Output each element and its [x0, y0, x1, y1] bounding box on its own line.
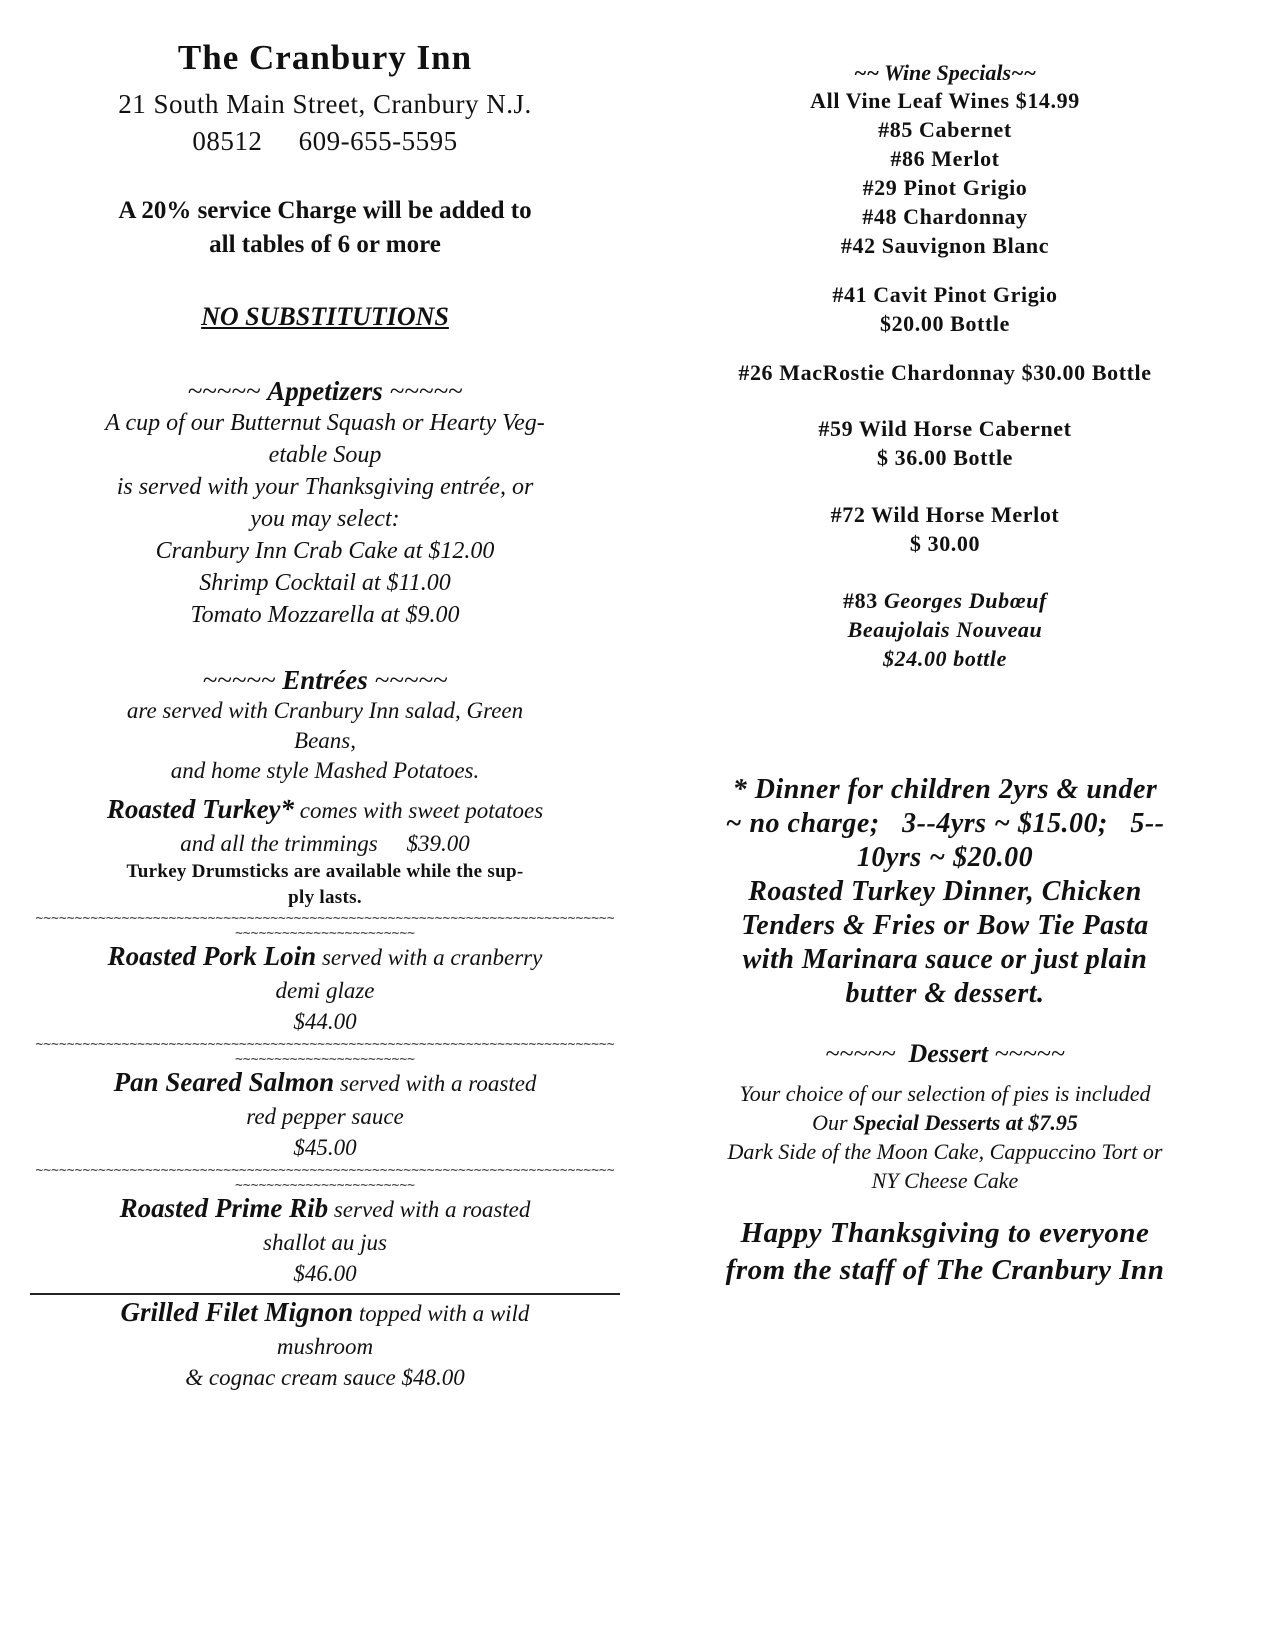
- wine-georges-duboeuf: [665, 586, 1225, 673]
- wine-item: All Vine Leaf Wines $14.99: [810, 88, 1080, 113]
- dish-description: topped with a wild: [353, 1301, 530, 1326]
- children-line: * Dinner for children 2yrs & under: [732, 774, 1158, 805]
- wine-macrostie: #26 MacRostie Chardonnay $30.00 Bottle: [738, 360, 1152, 385]
- children-line: with Marinara sauce or just plain: [742, 944, 1148, 975]
- appetizers-line: etable Soup: [268, 442, 382, 468]
- dish-description: demi glaze: [275, 978, 375, 1003]
- wine-specials-heading: ~~ Wine Specials~~: [853, 60, 1037, 85]
- entrees-intro-line: Beans,: [294, 728, 356, 753]
- wine-cavit: [665, 280, 1225, 338]
- dish-description: served with a roasted: [334, 1071, 537, 1096]
- wine-item: #86 Merlot: [890, 146, 1000, 171]
- entrees-heading: ~~~~~ Entrées ~~~~~: [202, 665, 448, 695]
- restaurant-name: The Cranbury Inn: [177, 38, 473, 77]
- wine-item: #29 Pinot Grigio: [862, 175, 1028, 200]
- separator: ~~~~~~~~~~~~~~~~~~~~~~~~~~~~~~~~~~~~~~~~~~~~~~~~~~~~~~~~~~~~~~~~~~~~~~~~~~: [35, 1163, 615, 1178]
- wine-item: #85 Cabernet: [878, 117, 1012, 142]
- entrees-intro-line: are served with Cranbury Inn salad, Green: [126, 698, 524, 723]
- wine-item: #48 Chardonnay: [862, 204, 1028, 229]
- children-line: butter & dessert.: [845, 978, 1045, 1009]
- dish-description: comes with sweet potatoes: [294, 798, 544, 823]
- separator: ~~~~~~~~~~~~~~~~~~~~~~~: [234, 1178, 415, 1193]
- closing-line: from the staff of The Cranbury Inn: [725, 1254, 1165, 1286]
- dish-price: & cognac cream sauce $48.00: [185, 1365, 465, 1390]
- separator: ~~~~~~~~~~~~~~~~~~~~~~~~~~~~~~~~~~~~~~~~~~~~~~~~~~~~~~~~~~~~~~~~~~~~~~~~~~: [35, 911, 615, 926]
- entrees-intro-line: and home style Mashed Potatoes.: [170, 758, 480, 783]
- children-line: Tenders & Fries or Bow Tie Pasta: [741, 910, 1149, 941]
- closing-line: Happy Thanksgiving to everyone: [740, 1217, 1150, 1249]
- appetizers-line: A cup of our Butternut Squash or Hearty Veg-: [105, 410, 545, 436]
- wine-wild-horse-merlot: [665, 500, 1225, 558]
- dish-name: Pan Seared Salmon: [113, 1067, 335, 1097]
- dessert-line: Your choice of our selection of pies is included: [739, 1081, 1151, 1106]
- service-charge-notice: [30, 194, 620, 262]
- children-line: Roasted Turkey Dinner, Chicken: [748, 876, 1142, 907]
- wine-wild-horse-cabernet: [665, 414, 1225, 472]
- dish-price: $44.00: [293, 1009, 357, 1034]
- dessert-line: NY Cheese Cake: [871, 1168, 1019, 1193]
- dish-description: served with a cranberry: [316, 945, 543, 970]
- entree-roasted-turkey: [30, 794, 620, 911]
- service-charge-line-1: A 20% service Charge will be added to: [118, 197, 532, 224]
- dish-description: shallot au jus: [263, 1230, 387, 1255]
- dish-price: and all the trimmings $39.00: [180, 831, 470, 856]
- appetizers-section: [30, 376, 620, 631]
- dessert-heading: ~~~~~ Dessert ~~~~~: [825, 1039, 1065, 1068]
- dessert-special: Our Special Desserts at $7.95: [812, 1110, 1078, 1135]
- wine-price: $ 36.00 Bottle: [876, 445, 1014, 470]
- left-column: [30, 38, 620, 1393]
- address-line-2: 08512 609-655-5595: [192, 126, 458, 156]
- dish-description: red pepper sauce: [246, 1104, 404, 1129]
- wine-price: $ 30.00: [909, 531, 981, 556]
- address-line-1: 21 South Main Street, Cranbury N.J.: [118, 89, 532, 119]
- closing-message: [665, 1215, 1225, 1289]
- entree-prime-rib: [30, 1193, 620, 1289]
- turkey-drumstick-note: Turkey Drumsticks are available while the sup-: [126, 861, 524, 882]
- appetizers-line: you may select:: [250, 506, 400, 532]
- right-column: [665, 60, 1225, 1289]
- children-line: ~ no charge; 3--4yrs ~ $15.00; 5--: [725, 808, 1165, 839]
- wine-item: #59 Wild Horse Cabernet: [818, 416, 1072, 441]
- separator: ~~~~~~~~~~~~~~~~~~~~~~~: [234, 1052, 415, 1067]
- dish-name: Roasted Prime Rib: [119, 1193, 329, 1223]
- entrees-section: [30, 665, 620, 1393]
- children-line: 10yrs ~ $20.00: [856, 842, 1034, 873]
- wine-item: #72 Wild Horse Merlot: [830, 502, 1060, 527]
- service-charge-line-2: all tables of 6 or more: [209, 231, 441, 258]
- appetizer-tomato-mozzarella: Tomato Mozzarella at $9.00: [190, 602, 460, 628]
- wine-item: #41 Cavit Pinot Grigio: [832, 282, 1058, 307]
- dish-price: $45.00: [293, 1135, 357, 1160]
- wine-item: #83 Georges Dubœuf: [843, 588, 1047, 613]
- entree-filet-mignon: [30, 1297, 620, 1393]
- appetizer-crab-cake: Cranbury Inn Crab Cake at $12.00: [155, 538, 495, 564]
- appetizers-heading: ~~~~~ Appetizers ~~~~~: [187, 376, 463, 406]
- dessert-line: Dark Side of the Moon Cake, Cappuccino Tort or: [727, 1139, 1163, 1164]
- turkey-drumstick-note: ply lasts.: [288, 887, 362, 908]
- wine-item: Beaujolais Nouveau: [847, 617, 1043, 642]
- separator: ~~~~~~~~~~~~~~~~~~~~~~~~~~~~~~~~~~~~~~~~~~~~~~~~~~~~~~~~~~~~~~~~~~~~~~~~~~: [35, 1037, 615, 1052]
- dish-price: $46.00: [293, 1261, 357, 1286]
- wine-price: $24.00 bottle: [883, 646, 1007, 671]
- no-substitutions: NO SUBSTITUTIONS: [201, 302, 449, 331]
- appetizer-shrimp-cocktail: Shrimp Cocktail at $11.00: [199, 570, 451, 596]
- children-dinner-notice: [665, 773, 1225, 1011]
- dish-name: Roasted Pork Loin: [107, 941, 317, 971]
- appetizers-line: is served with your Thanksgiving entrée, or: [116, 474, 534, 500]
- separator-line: [30, 1293, 620, 1295]
- separator: ~~~~~~~~~~~~~~~~~~~~~~~: [234, 926, 415, 941]
- dish-name: Grilled Filet Mignon: [120, 1297, 354, 1327]
- wine-item: #42 Sauvignon Blanc: [840, 233, 1050, 258]
- dish-name: Roasted Turkey*: [106, 794, 295, 824]
- dish-description: served with a roasted: [328, 1197, 531, 1222]
- dessert-section: [665, 1039, 1225, 1195]
- wine-specials: [665, 60, 1225, 673]
- entree-pan-seared-salmon: [30, 1067, 620, 1163]
- wine-price: $20.00 Bottle: [879, 311, 1010, 336]
- dish-description: mushroom: [276, 1334, 374, 1359]
- entree-pork-loin: [30, 941, 620, 1037]
